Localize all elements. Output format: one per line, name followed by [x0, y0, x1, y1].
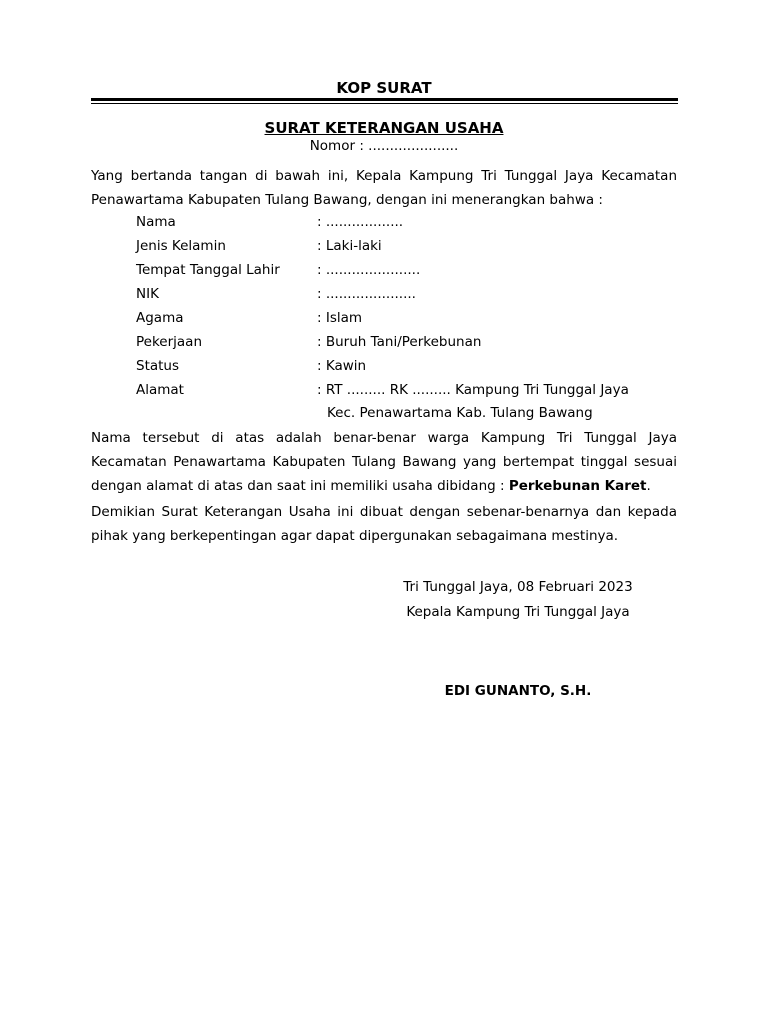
signature-position: Kepala Kampung Tri Tunggal Jaya	[406, 604, 630, 620]
business-field: Perkebunan Karet	[508, 478, 647, 494]
alamat-continuation: Kec. Penawartama Kab. Tulang Bawang	[327, 405, 593, 421]
field-label: Tempat Tanggal Lahir	[136, 262, 280, 278]
field-label: Jenis Kelamin	[136, 238, 226, 254]
letterhead-rule-thick	[91, 98, 678, 101]
field-status	[136, 354, 696, 378]
body-paragraph	[91, 426, 677, 498]
field-label: Nama	[136, 214, 176, 230]
field-value: : Kawin	[317, 358, 367, 374]
signature-place-date: Tri Tunggal Jaya, 08 Februari 2023	[403, 579, 633, 595]
field-nik	[136, 282, 696, 306]
field-jenis-kelamin	[136, 234, 696, 258]
letterhead-title: KOP SURAT	[336, 79, 432, 97]
field-value: : ..................	[317, 214, 404, 230]
signatory-name: EDI GUNANTO, S.H.	[444, 683, 592, 699]
field-tempat-tanggal-lahir	[136, 258, 696, 282]
document-number: Nomor : .....................	[309, 138, 459, 154]
field-label: Alamat	[136, 382, 184, 398]
field-alamat	[136, 378, 696, 402]
field-value: : Buruh Tani/Perkebunan	[317, 334, 482, 350]
intro-paragraph: Yang bertanda tangan di bawah ini, Kepala Kampung Tri Tunggal Jaya Kecamatan Penawartama Kabupaten Tulang Bawang, dengan ini menerangkan bahwa :	[91, 168, 677, 208]
body-text: Nama tersebut di atas adalah benar-benar warga Kampung Tri Tunggal Jaya Kecamatan Penawartama Kabupaten Tulang Bawang yang bertempat tinggal sesuai dengan alamat di atas dan saat ini memiliki usaha dibidang :	[91, 430, 677, 494]
field-value: : ......................	[317, 262, 421, 278]
field-label: Agama	[136, 310, 184, 326]
document-title: SURAT KETERANGAN USAHA	[264, 119, 504, 137]
letterhead-rule-thin	[91, 103, 678, 104]
field-label: Pekerjaan	[136, 334, 203, 350]
closing-paragraph: Demikian Surat Keterangan Usaha ini dibuat dengan sebenar-benarnya dan kepada pihak yang berkepentingan agar dapat dipergunakan sebagaimana mestinya.	[91, 504, 677, 544]
field-pekerjaan	[136, 330, 696, 354]
body-end: .	[646, 478, 651, 494]
field-label: NIK	[136, 286, 159, 302]
field-value: : Islam	[317, 310, 363, 326]
field-value: : RT ......... RK ......... Kampung Tri Tunggal Jaya	[317, 382, 629, 398]
field-nama	[136, 210, 696, 234]
field-value: : .....................	[317, 286, 416, 302]
field-value: : Laki-laki	[317, 238, 382, 254]
field-agama	[136, 306, 696, 330]
field-label: Status	[136, 358, 180, 374]
